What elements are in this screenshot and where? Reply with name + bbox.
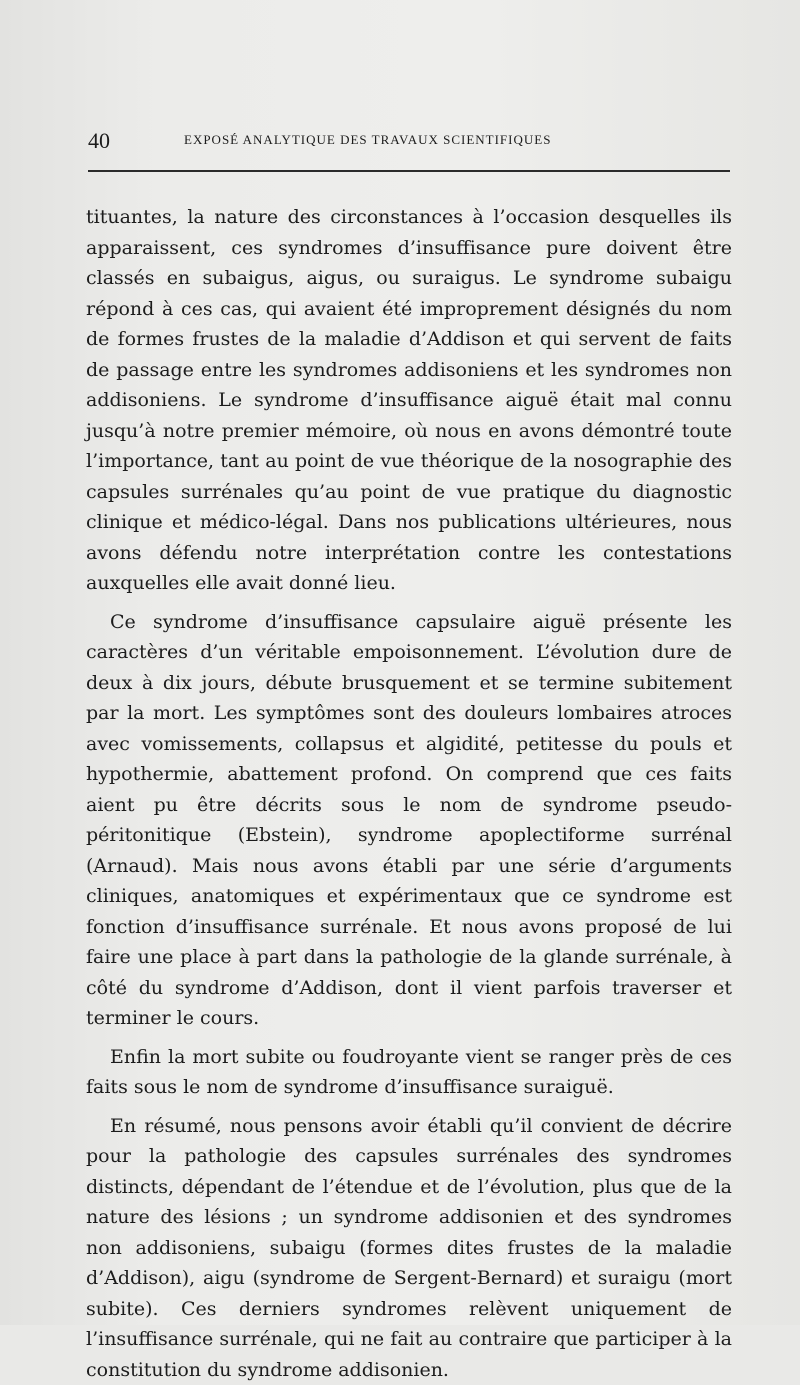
header-rule	[88, 170, 730, 172]
paragraph-summary: En résumé, nous pensons avoir établi qu’il convient de décrire pour la pathologie des capsules surrénales des syndromes distincts, dépendant de l’étendue et de l’évolution, plus que de la nature des lésions ; un syndrome addisonien et des syndromes non addisoniens, subaigu (formes dites frustes de la maladie d’Addison), aigu (syndrome de Sergent-Bernard) et suraigu (mort subite). Ces derniers syndromes relèvent uniquement de l’insuffisance surrénale, qui ne fait au contraire que participer à la constitution du syndrome addisonien.	[86, 1111, 732, 1385]
body-text	[86, 202, 732, 1385]
paragraph-sudden-death: Enfin la mort subite ou foudroyante vient se ranger près de ces faits sous le nom de syndrome d’insuffisance suraiguë.	[86, 1042, 732, 1103]
page-number: 40	[88, 126, 110, 156]
paragraph-acute-syndrome: Ce syndrome d’insuffisance capsulaire aiguë présente les caractères d’un véritable empoisonnement. L’évolution dure de deux à dix jours, débute brusquement et se termine subitement par la mort. Les symptômes sont des douleurs lombaires atroces avec vomissements, collapsus et algidité, petitesse du pouls et hypothermie, abattement profond. On comprend que ces faits aient pu être décrits sous le nom de syndrome pseudo-péritonitique (Ebstein), syndrome apoplectiforme surrénal (Arnaud). Mais nous avons établi par une série d’arguments cliniques, anatomiques et expérimentaux que ce syndrome est fonction d’insuffisance surrénale. Et nous avons proposé de lui faire une place à part dans la pathologie de la glande surrénale, à côté du syndrome d’Addison, dont il vient parfois traverser et terminer le cours.	[86, 607, 732, 1034]
paragraph-continuation: tituantes, la nature des circonstances à l’occasion desquelles ils apparaissent, ces syndromes d’insuffisance pure doivent être classés en subaigus, aigus, ou suraigus. Le syndrome subaigu répond à ces cas, qui avaient été improprement désignés du nom de formes frustes de la maladie d’Addison et qui servent de faits de passage entre les syndromes addisoniens et les syndromes non addisoniens. Le syndrome d’insuffisance aiguë était mal connu jusqu’à notre premier mémoire, où nous en avons démontré toute l’importance, tant au point de vue théorique de la nosographie des capsules surrénales qu’au point de vue pratique du diagnostic clinique et médico-légal. Dans nos publications ultérieures, nous avons défendu notre interprétation contre les contestations auxquelles elle avait donné lieu.	[86, 202, 732, 599]
running-title: EXPOSÉ ANALYTIQUE DES TRAVAUX SCIENTIFIQUES	[184, 132, 551, 148]
page-header	[88, 126, 728, 156]
